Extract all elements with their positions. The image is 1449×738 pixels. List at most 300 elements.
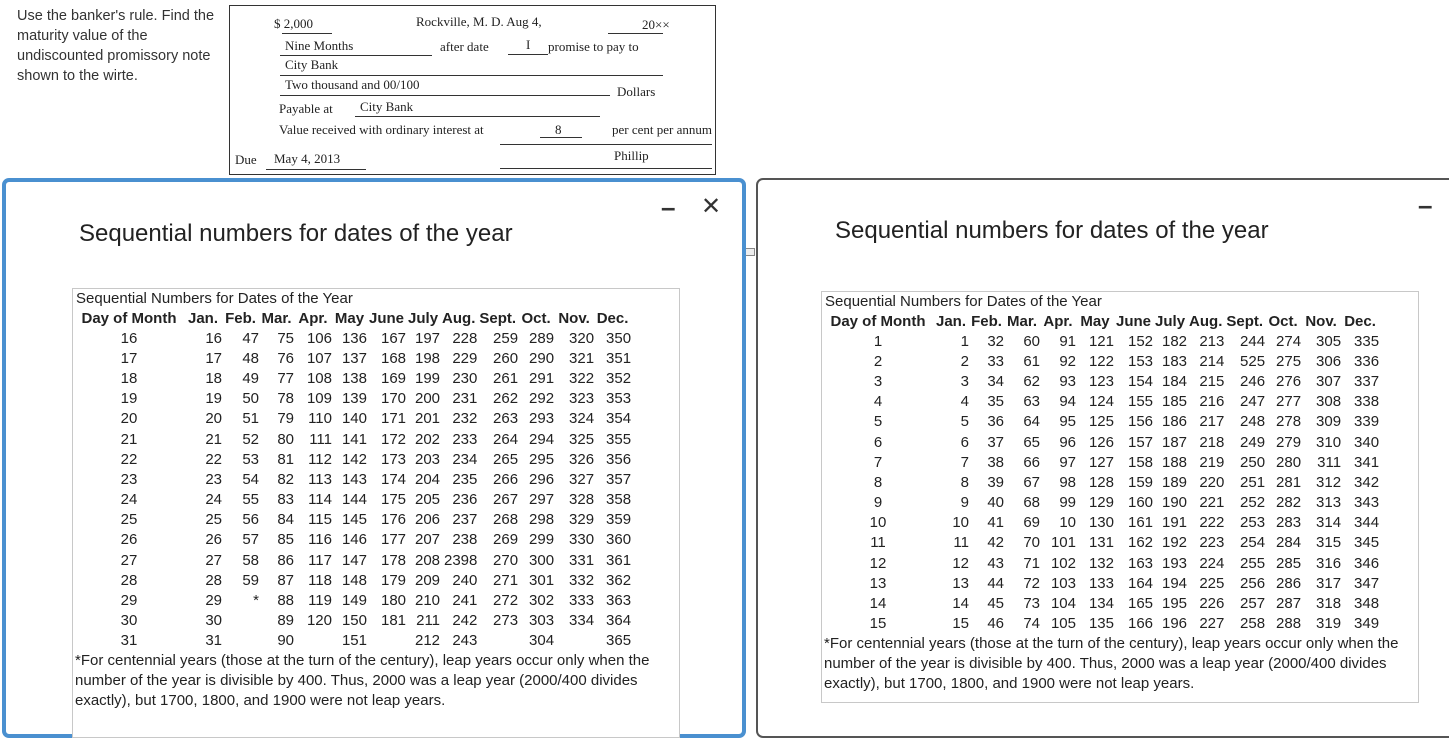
table-cell: 7: [960, 453, 969, 471]
table-cell: 153: [1127, 352, 1154, 370]
table-cell: 350: [606, 329, 632, 347]
table-cell: 70: [1023, 534, 1040, 552]
table-cell: 172: [380, 430, 407, 448]
table-cell: 161: [1127, 514, 1154, 532]
table-cell: 215: [1199, 372, 1225, 390]
table-cell: 42: [987, 534, 1004, 552]
table-cell: 355: [606, 430, 632, 448]
table-cell: 191: [1162, 514, 1188, 532]
table-cell: 123: [1088, 372, 1114, 390]
table-cell: 86: [277, 551, 294, 569]
table-cell: 340: [1354, 433, 1380, 451]
table-cell: 38: [987, 453, 1004, 471]
table-cell: 230: [452, 369, 478, 387]
day-of-month-cell: 3: [873, 372, 883, 390]
day-of-month-cell: 20: [120, 410, 138, 428]
table-cell: 125: [1088, 413, 1114, 431]
table-cell: 270: [493, 551, 519, 569]
table-row: [74, 389, 631, 409]
table-cell: 65: [1023, 433, 1040, 451]
table-cell: 109: [306, 390, 332, 408]
table-cell: 19: [205, 390, 222, 408]
left-footnote: *For centennial years (those at the turn of the century), leap years occur only when the number of the year is divisible by 400. Thus, 2000 was a leap year (2000/400 divides exactly), but 1700, 1800, and 1900 were not leap years.: [75, 652, 650, 709]
table-row: [74, 469, 631, 489]
table-cell: 101: [1050, 534, 1076, 552]
table-cell: 36: [987, 413, 1004, 431]
table-cell: 236: [452, 491, 478, 509]
table-cell: 328: [569, 491, 595, 509]
table-cell: 186: [1162, 413, 1188, 431]
table-cell: 280: [1276, 453, 1302, 471]
table-cell: 336: [1354, 352, 1380, 370]
table-cell: 212: [415, 632, 441, 650]
table-cell: 66: [1023, 453, 1040, 471]
table-cell: 82: [277, 470, 294, 488]
day-of-month-cell: 10: [869, 514, 887, 532]
right-table-box: [821, 291, 1419, 703]
table-cell: 69: [1023, 514, 1040, 532]
table-cell: 275: [1276, 352, 1302, 370]
table-cell: 41: [987, 514, 1004, 532]
left-table-title: Sequential Numbers for Dates of the Year: [76, 290, 353, 307]
table-row: [823, 351, 1379, 371]
table-cell: 72: [1023, 574, 1040, 592]
table-cell: 288: [1276, 615, 1302, 633]
table-cell: 143: [341, 470, 367, 488]
table-cell: 27: [205, 551, 222, 569]
table-cell: 162: [1127, 534, 1154, 552]
day-of-month-cell: 27: [120, 551, 138, 569]
table-cell: 167: [380, 329, 407, 347]
table-cell: 152: [1127, 332, 1154, 350]
table-cell: 346: [1354, 554, 1380, 572]
day-of-month-cell: 7: [873, 453, 883, 471]
table-cell: 127: [1088, 453, 1114, 471]
table-cell: 176: [380, 511, 407, 529]
day-of-month-cell: 17: [120, 349, 138, 367]
table-cell: 54: [242, 470, 259, 488]
table-cell: 321: [569, 349, 595, 367]
table-cell: 233: [452, 430, 478, 448]
table-cell: 296: [529, 470, 555, 488]
table-cell: 99: [1059, 494, 1076, 512]
table-cell: 13: [952, 574, 969, 592]
table-cell: 348: [1354, 595, 1380, 613]
table-row: [823, 331, 1379, 351]
table-cell: 333: [569, 592, 595, 610]
table-cell: 218: [1199, 433, 1225, 451]
table-cell: 231: [452, 390, 478, 408]
column-header: Apr.: [1043, 312, 1073, 330]
day-of-month-cell: 1: [873, 332, 883, 350]
table-cell: 223: [1199, 534, 1225, 552]
table-cell: 105: [1050, 615, 1076, 633]
table-cell: 18: [205, 369, 222, 387]
day-of-month-cell: 30: [120, 612, 138, 630]
table-row: [74, 348, 631, 368]
column-header: July: [1155, 312, 1186, 330]
table-cell: 364: [606, 612, 632, 630]
close-button[interactable]: ✕: [701, 193, 722, 220]
table-cell: 140: [341, 410, 367, 428]
note-payee: City Bank: [285, 57, 339, 72]
table-cell: 21: [205, 430, 222, 448]
table-cell: 322: [569, 369, 595, 387]
table-cell: 53: [242, 450, 259, 468]
minimize-button[interactable]: –: [661, 192, 676, 222]
table-cell: 20: [205, 410, 222, 428]
table-cell: 88: [277, 592, 294, 610]
table-cell: 32: [987, 332, 1004, 350]
table-row: [74, 631, 631, 651]
table-cell: 238: [452, 531, 478, 549]
table-cell: 166: [1127, 615, 1154, 633]
table-cell: 351: [606, 349, 632, 367]
table-row: [823, 452, 1379, 472]
table-cell: 216: [1199, 393, 1225, 411]
table-cell: 155: [1127, 393, 1154, 411]
table-cell: 5: [960, 413, 969, 431]
table-cell: 182: [1162, 332, 1188, 350]
table-cell: 51: [242, 410, 259, 428]
table-cell: 47: [242, 329, 259, 347]
table-row: [74, 449, 631, 469]
table-cell: 365: [606, 632, 632, 650]
table-cell: 359: [606, 511, 632, 529]
table-cell: 201: [415, 410, 441, 428]
table-row: [74, 550, 631, 570]
table-cell: 259: [493, 329, 519, 347]
table-row: [74, 328, 631, 348]
table-cell: 2: [960, 352, 969, 370]
table-cell: 290: [529, 349, 555, 367]
table-cell: 80: [277, 430, 294, 448]
table-cell: 102: [1050, 554, 1076, 572]
table-cell: 151: [341, 632, 367, 650]
table-cell: 111: [309, 430, 332, 448]
note-term: Nine Months: [285, 38, 354, 53]
table-cell: 89: [277, 612, 294, 630]
table-cell: 165: [1127, 595, 1154, 613]
table-cell: 37: [987, 433, 1004, 451]
column-header: Oct.: [1268, 312, 1298, 330]
table-row: [823, 533, 1379, 553]
table-cell: 221: [1199, 494, 1225, 512]
day-of-month-cell: 29: [120, 592, 138, 610]
table-cell: 45: [987, 595, 1004, 613]
table-cell: 22: [205, 450, 222, 468]
table-cell: 326: [569, 450, 595, 468]
column-header: Day of Month: [81, 309, 177, 327]
table-cell: 291: [529, 369, 555, 387]
column-header: Day of Month: [830, 312, 926, 330]
table-cell: 181: [380, 612, 407, 630]
table-cell: 158: [1127, 453, 1154, 471]
table-cell: 4: [960, 393, 969, 411]
table-cell: 26: [205, 531, 222, 549]
day-of-month-cell: 19: [120, 390, 138, 408]
table-row: [74, 590, 631, 610]
question-text: Use the banker's rule. Find the maturity value of the undiscounted promissory note shown to the wirte.: [17, 8, 215, 84]
table-cell: 247: [1240, 393, 1266, 411]
table-cell: 234: [452, 450, 478, 468]
day-of-month-cell: 9: [873, 494, 883, 512]
table-cell: 277: [1276, 393, 1302, 411]
table-cell: 357: [606, 470, 632, 488]
table-cell: 34: [987, 372, 1004, 390]
table-cell: 240: [452, 571, 478, 589]
table-cell: 106: [306, 329, 332, 347]
table-cell: 74: [1023, 615, 1040, 633]
table-cell: 260: [493, 349, 519, 367]
table-cell: 157: [1127, 433, 1154, 451]
table-cell: 145: [341, 511, 367, 529]
table-cell: 128: [1088, 473, 1114, 491]
table-cell: 327: [569, 470, 595, 488]
table-cell: 50: [242, 390, 259, 408]
table-cell: 303: [529, 612, 555, 630]
note-value-received: Value received with ordinary interest at: [279, 122, 484, 137]
table-cell: 94: [1059, 393, 1076, 411]
table-cell: 78: [277, 390, 294, 408]
table-cell: 222: [1199, 514, 1225, 532]
column-header: Feb.: [225, 309, 256, 327]
table-cell: 262: [493, 390, 519, 408]
table-cell: 103: [1050, 574, 1076, 592]
table-cell: 331: [569, 551, 595, 569]
table-cell: 320: [569, 329, 595, 347]
column-header: June: [369, 309, 405, 327]
table-cell: 92: [1059, 352, 1076, 370]
table-cell: 251: [1240, 473, 1266, 491]
table-cell: 347: [1354, 574, 1380, 592]
table-cell: 329: [569, 511, 595, 529]
table-cell: 199: [415, 369, 441, 387]
table-cell: 33: [987, 352, 1004, 370]
table-cell: 56: [242, 511, 259, 529]
table-cell: 305: [1316, 332, 1342, 350]
table-cell: 282: [1276, 494, 1302, 512]
table-cell: 261: [493, 369, 519, 387]
table-cell: 304: [529, 632, 555, 650]
table-cell: 2398: [443, 551, 478, 569]
table-cell: 115: [308, 511, 332, 529]
table-cell: 175: [380, 491, 407, 509]
table-cell: 289: [529, 329, 555, 347]
column-header: Apr.: [298, 309, 328, 327]
right-table-title: Sequential Numbers for Dates of the Year: [825, 293, 1102, 310]
table-cell: 116: [308, 531, 332, 549]
table-cell: 146: [341, 531, 367, 549]
table-cell: 104: [1050, 595, 1076, 613]
table-cell: 134: [1088, 595, 1114, 613]
note-amount-words: Two thousand and 00/100: [285, 77, 420, 92]
table-row: [74, 570, 631, 590]
table-cell: 285: [1276, 554, 1302, 572]
table-cell: 129: [1088, 494, 1114, 512]
table-row: [74, 368, 631, 388]
table-cell: 139: [341, 390, 367, 408]
table-cell: 344: [1354, 514, 1380, 532]
table-cell: 48: [242, 349, 259, 367]
column-header: Dec.: [596, 309, 629, 327]
table-cell: 293: [529, 410, 555, 428]
table-cell: 314: [1316, 514, 1342, 532]
table-cell: 307: [1316, 372, 1342, 390]
table-cell: 10: [1059, 514, 1076, 532]
table-cell: 154: [1127, 372, 1154, 390]
column-header: Aug.: [442, 309, 476, 327]
table-cell: 250: [1240, 453, 1266, 471]
table-cell: 292: [529, 390, 555, 408]
table-cell: 58: [242, 551, 259, 569]
table-cell: 349: [1354, 615, 1380, 633]
table-cell: 177: [380, 531, 407, 549]
table-cell: 190: [1162, 494, 1188, 512]
day-of-month-cell: 6: [873, 433, 883, 451]
table-cell: 335: [1354, 332, 1380, 350]
table-cell: 75: [277, 329, 294, 347]
table-cell: 30: [205, 612, 222, 630]
note-dollars: Dollars: [617, 84, 656, 99]
table-cell: 252: [1240, 494, 1266, 512]
table-cell: [222, 631, 259, 651]
table-cell: 209: [415, 571, 441, 589]
table-cell: 24: [205, 491, 222, 509]
table-cell: 55: [242, 491, 259, 509]
note-payable-at: City Bank: [360, 99, 414, 114]
table-cell: 214: [1199, 352, 1225, 370]
column-header: May: [334, 309, 365, 327]
left-table-window: [2, 178, 746, 738]
table-row: [74, 409, 631, 429]
table-cell: 237: [452, 511, 478, 529]
table-cell: 266: [493, 470, 519, 488]
table-cell: 17: [205, 349, 222, 367]
table-row: [823, 553, 1379, 573]
table-cell: 225: [1199, 574, 1225, 592]
table-cell: 96: [1059, 433, 1076, 451]
table-cell: 16: [205, 329, 222, 347]
table-cell: 224: [1199, 554, 1225, 572]
table-cell: 358: [606, 491, 632, 509]
table-cell: 79: [277, 410, 294, 428]
table-cell: 232: [452, 410, 478, 428]
column-header: Aug.: [1189, 312, 1223, 330]
table-cell: 202: [415, 430, 441, 448]
table-cell: 363: [606, 592, 632, 610]
table-cell: 95: [1059, 413, 1076, 431]
table-cell: 113: [308, 470, 332, 488]
table-cell: 163: [1127, 554, 1154, 572]
table-cell: [367, 631, 406, 651]
note-place-date: Rockville, M. D. Aug 4,: [416, 14, 542, 29]
table-cell: [554, 631, 594, 651]
table-cell: 59: [242, 571, 259, 589]
table-cell: 192: [1162, 534, 1188, 552]
day-of-month-cell: 8: [873, 473, 883, 491]
column-header: Jan.: [187, 309, 218, 327]
table-cell: 90: [277, 632, 294, 650]
table-cell: 122: [1088, 352, 1114, 370]
table-cell: 174: [380, 470, 407, 488]
column-header: Sept.: [1226, 312, 1264, 330]
table-cell: 173: [380, 450, 407, 468]
day-of-month-cell: 23: [120, 470, 138, 488]
table-cell: 138: [341, 369, 367, 387]
note-promise: promise to pay to: [548, 39, 639, 54]
table-cell: 87: [277, 571, 294, 589]
table-cell: 132: [1088, 554, 1114, 572]
table-cell: 332: [569, 571, 595, 589]
table-cell: 361: [606, 551, 632, 569]
table-cell: 180: [380, 592, 407, 610]
table-row: [823, 371, 1379, 391]
table-cell: 64: [1023, 413, 1040, 431]
table-cell: 300: [529, 551, 555, 569]
table-cell: [222, 611, 259, 631]
day-of-month-cell: 15: [869, 615, 887, 633]
right-minimize-button[interactable]: –: [1418, 190, 1433, 220]
note-payable-at-label: Payable at: [279, 101, 333, 116]
table-cell: 330: [569, 531, 595, 549]
right-footnote: *For centennial years (those at the turn of the century), leap years occur only when the number of the year is divisible by 400. Thus, 2000 was a leap year (2000/400 divides exactly), but 1700, 1800, and 1900 were not leap years.: [824, 634, 1399, 692]
table-cell: 283: [1276, 514, 1302, 532]
table-cell: 273: [493, 612, 519, 630]
table-cell: 185: [1162, 393, 1188, 411]
table-cell: 14: [952, 595, 969, 613]
table-cell: 287: [1276, 595, 1302, 613]
note-due-date: May 4, 2013: [274, 151, 341, 166]
table-cell: 108: [306, 369, 332, 387]
table-cell: 77: [277, 369, 294, 387]
table-cell: 196: [1162, 615, 1188, 633]
day-of-month-cell: 24: [120, 491, 138, 509]
right-table-window: [756, 178, 1449, 738]
table-cell: 112: [308, 450, 332, 468]
table-cell: 179: [380, 571, 407, 589]
table-cell: 278: [1276, 413, 1302, 431]
table-cell: 203: [415, 450, 441, 468]
table-row: [823, 432, 1379, 452]
table-cell: 40: [987, 494, 1004, 512]
left-panel-title: Sequential numbers for dates of the year: [79, 220, 513, 247]
table-cell: 198: [415, 349, 441, 367]
table-cell: 274: [1276, 332, 1302, 350]
day-of-month-cell: 18: [120, 369, 138, 387]
table-cell: [477, 631, 518, 651]
table-cell: 57: [242, 531, 259, 549]
column-header: July: [408, 309, 439, 327]
day-of-month-cell: 14: [869, 595, 887, 613]
table-cell: 299: [529, 531, 555, 549]
table-cell: 319: [1316, 615, 1342, 633]
day-of-month-cell: 21: [120, 430, 138, 448]
table-cell: 8: [960, 473, 969, 491]
table-row: [74, 530, 631, 550]
table-cell: 343: [1354, 494, 1380, 512]
table-cell: 124: [1088, 393, 1114, 411]
table-cell: 184: [1162, 372, 1188, 390]
table-row: [823, 472, 1379, 492]
table-cell: 136: [341, 329, 367, 347]
table-cell: 1: [960, 332, 969, 350]
table-cell: 354: [606, 410, 632, 428]
column-header: Mar.: [1006, 312, 1037, 330]
resize-handle[interactable]: [745, 248, 755, 256]
table-cell: 6: [960, 433, 969, 451]
table-cell: 97: [1059, 453, 1076, 471]
